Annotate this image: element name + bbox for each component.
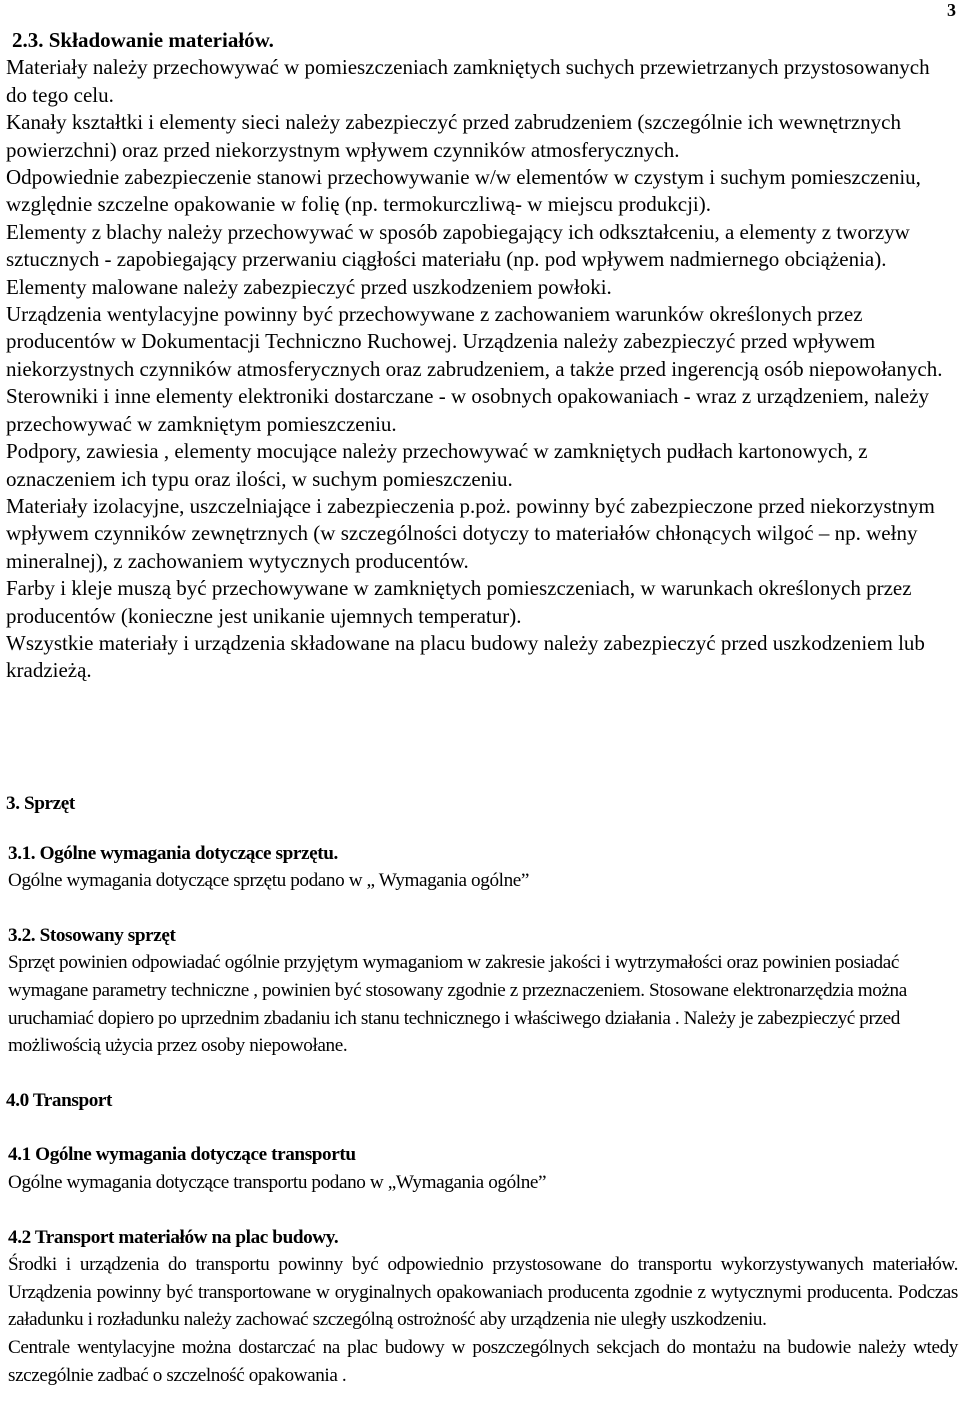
paragraph: Podpory, zawiesia , elementy mocujące należy przechowywać w zamkniętych pudłach kartonowych, z oznaczeniem ich typu oraz ilości, w suchym pomieszczeniu. (6, 439, 868, 491)
paragraph: Wszystkie materiały i urządzenia składowane na placu budowy należy zabezpieczyć przed uszkodzeniem lub kradzieżą. (6, 630, 925, 683)
paragraph: Środki i urządzenia do transportu powinny być odpowiednio przystosowane do transportu wykorzystywanych materiałów. Urządzenia powinny być transportowane w oryginalnych opakowaniach producenta zgodnie z wytycznymi producenta. Podczas załadunku i rozładunku należy zachować szczególną ostrożność aby urządzenia nie uległy uszkodzeniu. (8, 1254, 958, 1331)
paragraph: Ogólne wymagania dotyczące sprzętu podano w „ Wymagania ogólne” (8, 870, 529, 892)
section-storage (6, 27, 954, 685)
paragraph: Ogólne wymagania dotyczące transportu podano w „Wymagania ogólne” (8, 1171, 547, 1193)
section-heading-3-1: 3.1. Ogólne wymagania dotyczące sprzętu. (8, 842, 338, 864)
paragraph: Sterowniki i inne elementy elektroniki dostarczane - w osobnych opakowaniach - wraz z urządzeniem, należy przechowywać w zamkniętym pomieszczeniu. (6, 384, 930, 436)
page-number: 3 (947, 0, 956, 20)
paragraph: Materiały izolacyjne, uszczelniające i zabezpieczenia p.poż. powinny być zabezpieczone przed niekorzystnym wpływem czynników zewnętrznych (w szczególności dotyczy to materiałów chłonących wilgoć – np. wełny mineralnej), z zachowaniem wytycznych producentów. (6, 493, 935, 573)
paragraph: Urządzenia wentylacyjne powinny być przechowywane z zachowaniem warunków określonych przez producentów w Dokumentacji Techniczno Ruchowej. Urządzenia należy zabezpieczyć przed wpływem niekorzystnych czynników atmosferycznych oraz zabrudzeniem, a także przed ingerencją osób niepowołanych. (6, 302, 943, 381)
paragraph: Materiały należy przechowywać w pomieszczeniach zamkniętych suchych przewietrzanych przystosowanych do tego celu. (6, 55, 930, 107)
paragraph: Kanały kształtki i elementy sieci należy zabezpieczyć przed zabrudzeniem (szczególnie ich wewnętrznych powierzchni) oraz przed niekorzystnym wpływem czynników atmosferycznych. (6, 110, 901, 162)
paragraph: Elementy z blachy należy przechowywać w sposób zapobiegający ich odkształceniu, a elementy z tworzyw sztucznych - zapobiegający przerwaniu ciągłości materiału (np. pod wpływem nadmiernego obciążenia). Elementy malowane należy zabezpieczyć przed uszkodzeniem powłoki. (6, 219, 910, 299)
section-heading-4-1: 4.1 Ogólne wymagania dotyczące transportu (8, 1144, 356, 1166)
section-heading-3-2: 3.2. Stosowany sprzęt (8, 924, 176, 946)
section-heading-4: 4.0 Transport (6, 1089, 113, 1111)
paragraph: Sprzęt powinien odpowiadać ogólnie przyjętym wymaganiom w zakresie jakości i wytrzymałości oraz powinien posiadać wymagane parametry techniczne , powinien być stosowany zgodnie z przeznaczeniem. Stosowane elektronarzędzia można uruchamiać dopiero po uprzednim zbadaniu ich stanu technicznego i właściwego działania . Należy je zabezpieczyć przed możliwością użycia przez osoby niepowołane. (8, 952, 907, 1057)
paragraph: Farby i kleje muszą być przechowywane w zamkniętych pomieszczeniach, w warunkach określonych przez producentów (konieczne jest unikanie ujemnych temperatur). (6, 576, 912, 628)
paragraph: Odpowiednie zabezpieczenie stanowi przechowywanie w/w elementów w czystym i suchym pomieszczeniu, względnie szczelne opakowanie w folię (np. termokurczliwą- w miejscu produkcji). (6, 165, 921, 217)
paragraph: Centrale wentylacyjne można dostarczać na plac budowy w poszczególnych sekcjach do montażu na budowie należy wtedy szczególnie zadbać o szczelność opakowania . (8, 1336, 958, 1386)
section-heading-2-3: 2.3. Składowanie materiałów. (12, 28, 274, 52)
section-heading-4-2: 4.2 Transport materiałów na plac budowy. (8, 1226, 339, 1248)
section-heading-3: 3. Sprzęt (6, 793, 75, 814)
section-equipment-transport (8, 790, 958, 1389)
